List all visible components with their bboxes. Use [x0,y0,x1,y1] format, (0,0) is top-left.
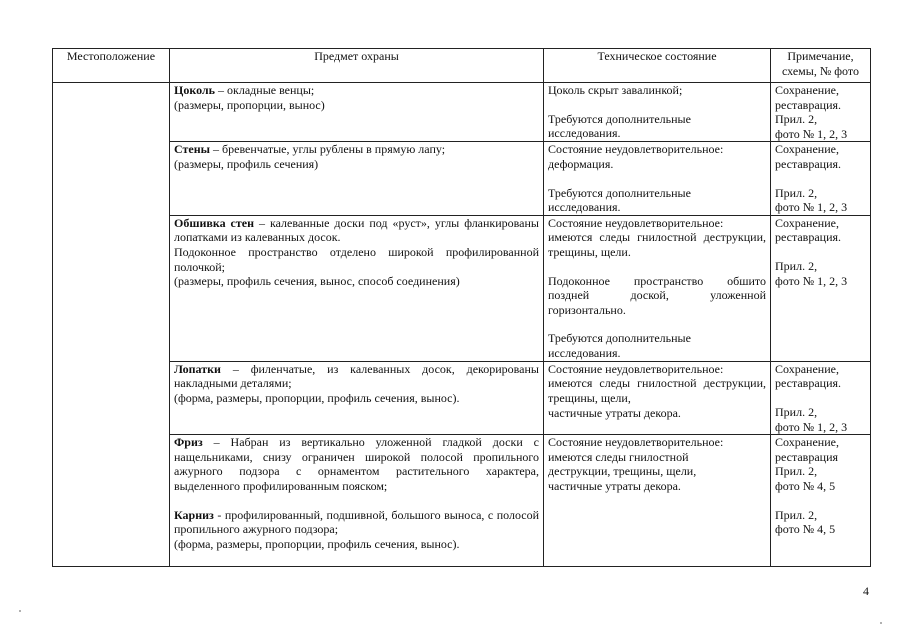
header-note-line: схемы, № фото [781,63,859,78]
subject-term: Карниз [174,507,214,522]
note-cell [771,215,871,361]
subject-text: – бревенчатые, углы рублены в прямую лапу; [210,142,446,157]
condition-line: имеются следы гнилостной деструкции, трещины, щели. [548,230,766,259]
subject-extra: (размеры, профиль сечения, вынос, способ соединения) [174,274,460,289]
note-line: Сохранение, [775,83,839,97]
note-line: Прил. 2, [775,404,818,419]
scan-speck [19,610,21,612]
subject-term: Стены [174,142,211,157]
table-row [53,142,871,215]
note-line: реставрация [775,449,839,464]
subject-text: – Набран из вертикально уложенной гладкой доски с нащельниками, снизу ограничен широкой полосой пропильного ажурного подзора с орнаментом растительного характера, выделенного профилированным пояском; [174,435,539,493]
condition-cell [544,142,771,215]
note-cell [771,361,871,434]
table-row [53,361,871,434]
condition-line: исследования. [548,126,621,141]
subject-term: Фриз [174,435,203,450]
condition-line: частичные утраты декора. [548,405,681,420]
note-line: Сохранение, [775,142,839,157]
subject-term: Лопатки [174,361,221,376]
subject-cell [170,83,544,142]
note-line: реставрация. [775,156,842,171]
condition-cell [544,361,771,434]
condition-line: Состояние неудовлетворительное: [548,361,724,376]
condition-line: Цоколь скрыт завалинкой; [548,83,683,97]
note-line: Прил. 2, [775,112,818,127]
condition-line: Подоконное пространство обшито поздней доской, уложенной горизонтально. [548,273,766,317]
note-line: реставрация. [775,230,842,245]
note-cell [771,83,871,142]
header-note [771,49,871,83]
condition-line: исследования. [548,345,621,360]
note-line: реставрация. [775,97,842,112]
header-note-line: Примечание, [787,49,854,63]
note-line: фото № 1, 2, 3 [775,419,848,434]
condition-line: имеются следы гнилостной деструкции, трещины, щели, [548,376,766,405]
condition-cell [544,435,771,567]
note-line: фото № 1, 2, 3 [775,200,848,215]
note-line: Сохранение, [775,435,839,450]
subject-cell [170,215,544,361]
table-row [53,83,871,142]
condition-line: Требуются дополнительные [548,185,691,200]
subject-term: Цоколь [174,83,216,97]
condition-line: Требуются дополнительные [548,331,691,346]
condition-cell [544,83,771,142]
condition-line: Состояние неудовлетворительное: [548,435,724,450]
subject-extra: (размеры, профиль сечения) [174,156,319,171]
subject-extra: (форма, размеры, пропорции, профиль сечения, вынос). [174,390,460,405]
condition-line: имеются следы гнилостной [548,449,689,464]
note-line: Сохранение, [775,361,839,376]
condition-line: Состояние неудовлетворительное: [548,215,724,230]
location-cell [53,83,170,567]
note-line: Прил. 2, [775,185,818,200]
note-line: фото № 1, 2, 3 [775,273,848,288]
subject-cell [170,435,544,567]
subject-text: – калеванные доски под «руст», углы фланкированы лопатками из калеванных досок. [174,215,539,245]
subject-extra: Подоконное пространство отделено широкой профилированной полочкой; [174,244,539,274]
condition-cell [544,215,771,361]
condition-line: деструкции, трещины, щели, [548,464,697,479]
note-line: фото № 4, 5 [775,478,836,493]
note-line: Прил. 2, [775,258,818,273]
subject-term: Обшивка стен [174,215,255,230]
subject-cell [170,361,544,434]
subject-text: – филенчатые, из калеванных досок, декорированы накладными деталями; [174,361,539,391]
note-line: Прил. 2, [775,507,818,522]
scan-speck [880,622,882,624]
subject-extra: (форма, размеры, пропорции, профиль сечения, вынос). [174,536,460,551]
condition-line: частичные утраты декора. [548,478,681,493]
note-cell [771,435,871,567]
subject-extra: (размеры, пропорции, вынос) [174,97,325,112]
note-cell [771,142,871,215]
subject-cell [170,142,544,215]
protection-subject-table [52,48,871,567]
subject-text: - профилированный, подшивной, большого выноса, с полосой пропильного ажурного подзора; [174,507,539,537]
condition-line: Требуются дополнительные [548,111,691,126]
note-line: Прил. 2, [775,464,818,479]
table-header-row [53,49,871,83]
header-subject: Предмет охраны [170,49,544,83]
table-row [53,215,871,361]
header-condition: Техническое состояние [544,49,771,83]
page-number: 4 [863,584,869,598]
condition-line: деформация. [548,156,614,171]
condition-line: исследования. [548,200,621,215]
subject-text: – окладные венцы; [215,83,315,97]
header-location: Местоположение [53,49,170,83]
condition-line: Состояние неудовлетворительное: [548,142,724,157]
table-row [53,435,871,567]
note-line: реставрация. [775,376,842,391]
note-line: фото № 4, 5 [775,522,836,537]
note-line: Сохранение, [775,215,839,230]
note-line: фото № 1, 2, 3 [775,126,848,141]
